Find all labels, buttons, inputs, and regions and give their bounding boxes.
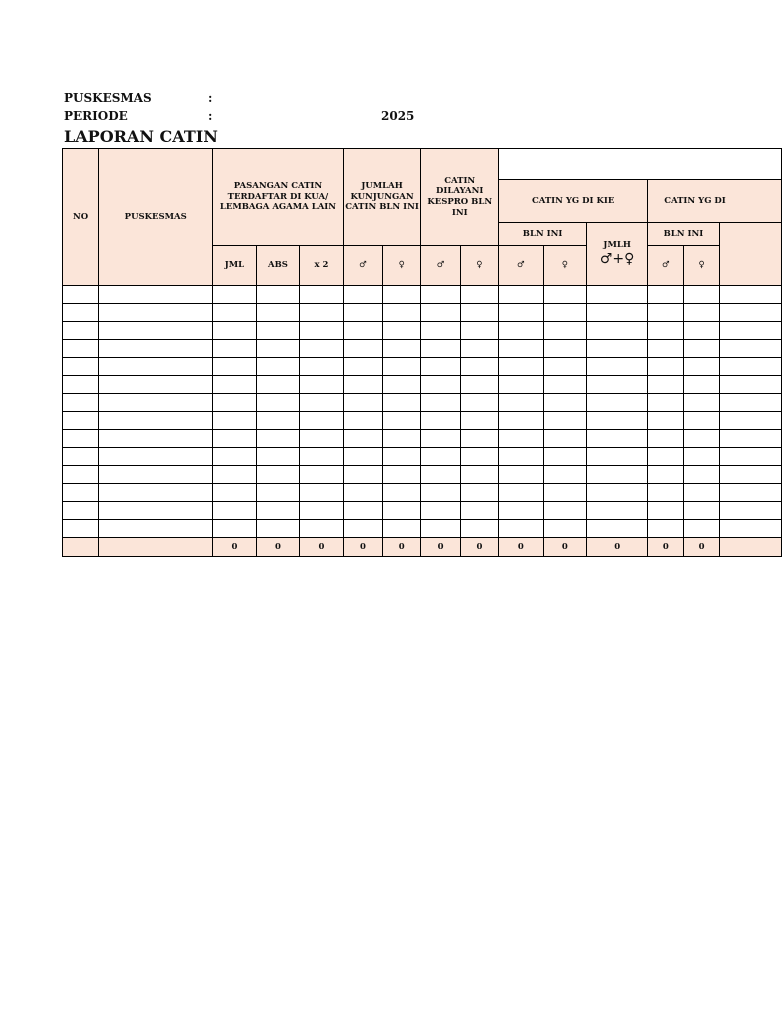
table-cell[interactable] bbox=[684, 448, 719, 466]
table-cell[interactable] bbox=[648, 484, 684, 502]
table-cell[interactable] bbox=[256, 286, 300, 304]
table-cell[interactable] bbox=[460, 466, 498, 484]
table-cell[interactable] bbox=[99, 520, 213, 538]
table-cell[interactable] bbox=[421, 448, 460, 466]
male-icon: ♂ bbox=[648, 246, 684, 286]
header-group-blank bbox=[499, 149, 782, 180]
table-cell[interactable] bbox=[460, 520, 498, 538]
table-cell[interactable] bbox=[499, 340, 544, 358]
table-cell[interactable] bbox=[99, 484, 213, 502]
total-cell: 0 bbox=[684, 538, 719, 557]
table-cell[interactable] bbox=[256, 340, 300, 358]
table-cell[interactable] bbox=[684, 466, 719, 484]
table-cell[interactable] bbox=[460, 286, 498, 304]
male-icon: ♂ bbox=[421, 246, 460, 286]
table-cell[interactable] bbox=[587, 358, 648, 376]
table-cell[interactable] bbox=[543, 484, 587, 502]
table-cell[interactable] bbox=[719, 412, 781, 430]
table-cell[interactable] bbox=[99, 376, 213, 394]
table-cell[interactable] bbox=[499, 430, 544, 448]
table-cell[interactable] bbox=[421, 376, 460, 394]
table-cell[interactable] bbox=[587, 466, 648, 484]
table-row bbox=[63, 358, 782, 376]
table-cell[interactable] bbox=[719, 286, 781, 304]
table-cell[interactable] bbox=[63, 358, 99, 376]
table-cell[interactable] bbox=[684, 502, 719, 520]
table-cell[interactable] bbox=[719, 376, 781, 394]
table-cell[interactable] bbox=[499, 376, 544, 394]
table-cell[interactable] bbox=[499, 520, 544, 538]
table-cell[interactable] bbox=[460, 484, 498, 502]
periode-colon: : bbox=[208, 109, 213, 123]
table-cell[interactable] bbox=[648, 322, 684, 340]
table-row bbox=[63, 448, 782, 466]
table-cell[interactable] bbox=[421, 286, 460, 304]
table-cell[interactable] bbox=[719, 430, 781, 448]
table-cell[interactable] bbox=[63, 394, 99, 412]
report-table-container bbox=[62, 148, 726, 568]
header-no: NO bbox=[63, 149, 99, 286]
male-icon: ♂ bbox=[499, 246, 544, 286]
table-cell[interactable] bbox=[543, 466, 587, 484]
table-cell[interactable] bbox=[343, 358, 382, 376]
table-cell[interactable] bbox=[300, 412, 344, 430]
puskesmas-colon: : bbox=[208, 91, 213, 105]
table-cell[interactable] bbox=[300, 520, 344, 538]
table-cell[interactable] bbox=[63, 286, 99, 304]
table-cell[interactable] bbox=[213, 466, 257, 484]
table-cell[interactable] bbox=[421, 484, 460, 502]
table-cell[interactable] bbox=[421, 394, 460, 412]
table-cell[interactable] bbox=[543, 394, 587, 412]
table-cell[interactable] bbox=[587, 286, 648, 304]
table-cell[interactable] bbox=[648, 340, 684, 358]
puskesmas-label: PUSKESMAS bbox=[64, 91, 152, 105]
total-cell: 0 bbox=[460, 538, 498, 557]
table-cell[interactable] bbox=[648, 466, 684, 484]
table-row bbox=[63, 430, 782, 448]
table-cell[interactable] bbox=[543, 286, 587, 304]
table-cell[interactable] bbox=[460, 376, 498, 394]
data-rows bbox=[63, 286, 782, 538]
subheader-abs: ABS bbox=[256, 246, 300, 286]
table-cell[interactable] bbox=[63, 340, 99, 358]
table-cell[interactable] bbox=[499, 466, 544, 484]
table-cell[interactable] bbox=[256, 466, 300, 484]
table-cell[interactable] bbox=[648, 430, 684, 448]
table-cell[interactable] bbox=[383, 484, 421, 502]
female-icon: ♀ bbox=[383, 246, 421, 286]
table-cell[interactable] bbox=[499, 448, 544, 466]
table-cell[interactable] bbox=[684, 520, 719, 538]
header-catin-next: CATIN YG DI bbox=[648, 180, 782, 223]
table-cell[interactable] bbox=[684, 484, 719, 502]
table-cell[interactable] bbox=[99, 448, 213, 466]
table-cell[interactable] bbox=[99, 286, 213, 304]
table-cell[interactable] bbox=[684, 430, 719, 448]
table-cell[interactable] bbox=[719, 394, 781, 412]
table-row bbox=[63, 412, 782, 430]
table-cell[interactable] bbox=[343, 394, 382, 412]
table-cell[interactable] bbox=[63, 466, 99, 484]
table-cell[interactable] bbox=[343, 466, 382, 484]
table-cell[interactable] bbox=[63, 484, 99, 502]
table-cell[interactable] bbox=[256, 520, 300, 538]
table-cell[interactable] bbox=[383, 304, 421, 322]
jmlh-label: JMLH bbox=[603, 239, 631, 250]
table-cell[interactable] bbox=[63, 322, 99, 340]
table-row bbox=[63, 484, 782, 502]
table-cell[interactable] bbox=[300, 340, 344, 358]
table-cell[interactable] bbox=[719, 466, 781, 484]
table-cell[interactable] bbox=[543, 340, 587, 358]
table-cell[interactable] bbox=[587, 520, 648, 538]
table-cell[interactable] bbox=[499, 412, 544, 430]
header-kie-jmlh bbox=[587, 223, 648, 286]
report-table bbox=[62, 148, 782, 557]
table-cell[interactable] bbox=[684, 286, 719, 304]
table-cell[interactable] bbox=[684, 322, 719, 340]
table-cell[interactable] bbox=[343, 304, 382, 322]
table-cell[interactable] bbox=[63, 448, 99, 466]
total-cell: 0 bbox=[300, 538, 344, 557]
table-cell[interactable] bbox=[343, 286, 382, 304]
table-cell[interactable] bbox=[256, 430, 300, 448]
table-cell[interactable] bbox=[383, 358, 421, 376]
table-cell[interactable] bbox=[421, 466, 460, 484]
total-cell: 0 bbox=[383, 538, 421, 557]
table-cell[interactable] bbox=[719, 340, 781, 358]
table-cell[interactable] bbox=[383, 394, 421, 412]
header-jumlah-kunjungan: JUMLAH KUNJUNGAN CATIN BLN INI bbox=[343, 149, 421, 246]
report-title: LAPORAN CATIN bbox=[64, 127, 218, 146]
table-cell[interactable] bbox=[213, 358, 257, 376]
table-cell[interactable] bbox=[719, 448, 781, 466]
table-cell[interactable] bbox=[343, 340, 382, 358]
table-cell[interactable] bbox=[99, 304, 213, 322]
table-cell[interactable] bbox=[383, 376, 421, 394]
table-cell[interactable] bbox=[421, 502, 460, 520]
table-cell[interactable] bbox=[648, 502, 684, 520]
table-cell[interactable] bbox=[499, 484, 544, 502]
table-cell[interactable] bbox=[421, 340, 460, 358]
table-cell[interactable] bbox=[383, 448, 421, 466]
total-cell: 0 bbox=[543, 538, 587, 557]
table-cell[interactable] bbox=[213, 448, 257, 466]
table-cell[interactable] bbox=[300, 430, 344, 448]
table-cell[interactable] bbox=[213, 520, 257, 538]
table-row bbox=[63, 376, 782, 394]
table-cell[interactable] bbox=[63, 502, 99, 520]
total-row bbox=[63, 538, 782, 557]
table-cell[interactable] bbox=[543, 412, 587, 430]
table-cell[interactable] bbox=[256, 448, 300, 466]
table-cell[interactable] bbox=[343, 412, 382, 430]
table-row bbox=[63, 520, 782, 538]
table-cell[interactable] bbox=[63, 376, 99, 394]
table-cell[interactable] bbox=[300, 304, 344, 322]
table-cell[interactable] bbox=[543, 520, 587, 538]
table-cell[interactable] bbox=[543, 322, 587, 340]
table-cell[interactable] bbox=[719, 484, 781, 502]
table-cell[interactable] bbox=[99, 358, 213, 376]
header-kie-bln-ini: BLN INI bbox=[499, 223, 587, 246]
total-cell: 0 bbox=[343, 538, 382, 557]
total-cell: 0 bbox=[213, 538, 257, 557]
table-cell[interactable] bbox=[99, 340, 213, 358]
table-cell[interactable] bbox=[213, 412, 257, 430]
table-cell[interactable] bbox=[421, 322, 460, 340]
male-plus-female-icon: ♂+♀ bbox=[599, 250, 635, 267]
total-no-cell bbox=[63, 538, 99, 557]
female-icon: ♀ bbox=[543, 246, 587, 286]
table-cell[interactable] bbox=[63, 304, 99, 322]
table-cell[interactable] bbox=[587, 376, 648, 394]
table-row bbox=[63, 286, 782, 304]
table-cell[interactable] bbox=[343, 376, 382, 394]
header-next-extra bbox=[719, 223, 781, 286]
table-cell[interactable] bbox=[499, 304, 544, 322]
table-cell[interactable] bbox=[719, 502, 781, 520]
female-icon: ♀ bbox=[460, 246, 498, 286]
header-catin-kespro: CATIN DILAYANI KESPRO BLN INI bbox=[421, 149, 499, 246]
table-cell[interactable] bbox=[300, 394, 344, 412]
female-icon: ♀ bbox=[684, 246, 719, 286]
table-cell[interactable] bbox=[383, 322, 421, 340]
table-cell[interactable] bbox=[300, 448, 344, 466]
table-cell[interactable] bbox=[213, 430, 257, 448]
table-cell[interactable] bbox=[460, 502, 498, 520]
table-cell[interactable] bbox=[460, 394, 498, 412]
subheader-jml: JML bbox=[213, 246, 257, 286]
table-cell[interactable] bbox=[684, 394, 719, 412]
table-cell[interactable] bbox=[460, 340, 498, 358]
table-cell[interactable] bbox=[99, 412, 213, 430]
table-cell[interactable] bbox=[499, 358, 544, 376]
table-cell[interactable] bbox=[383, 412, 421, 430]
table-cell[interactable] bbox=[300, 484, 344, 502]
table-cell[interactable] bbox=[543, 430, 587, 448]
table-cell[interactable] bbox=[719, 520, 781, 538]
table-cell[interactable] bbox=[300, 466, 344, 484]
table-cell[interactable] bbox=[99, 502, 213, 520]
table-cell[interactable] bbox=[421, 430, 460, 448]
table-cell[interactable] bbox=[99, 430, 213, 448]
table-cell[interactable] bbox=[460, 358, 498, 376]
table-cell[interactable] bbox=[383, 340, 421, 358]
table-cell[interactable] bbox=[256, 502, 300, 520]
table-cell[interactable] bbox=[383, 466, 421, 484]
table-row bbox=[63, 466, 782, 484]
table-cell[interactable] bbox=[256, 394, 300, 412]
table-cell[interactable] bbox=[63, 520, 99, 538]
table-cell[interactable] bbox=[684, 412, 719, 430]
table-cell[interactable] bbox=[543, 376, 587, 394]
table-cell[interactable] bbox=[300, 286, 344, 304]
total-cell: 0 bbox=[421, 538, 460, 557]
table-cell[interactable] bbox=[460, 322, 498, 340]
table-cell[interactable] bbox=[99, 394, 213, 412]
table-cell[interactable] bbox=[256, 484, 300, 502]
table-cell[interactable] bbox=[499, 502, 544, 520]
table-cell[interactable] bbox=[543, 304, 587, 322]
header-next-bln-ini: BLN INI bbox=[648, 223, 719, 246]
table-cell[interactable] bbox=[587, 430, 648, 448]
table-row bbox=[63, 502, 782, 520]
table-cell[interactable] bbox=[648, 394, 684, 412]
table-cell[interactable] bbox=[460, 430, 498, 448]
table-cell[interactable] bbox=[499, 286, 544, 304]
table-cell[interactable] bbox=[213, 304, 257, 322]
table-cell[interactable] bbox=[543, 502, 587, 520]
table-cell[interactable] bbox=[256, 376, 300, 394]
table-cell[interactable] bbox=[719, 358, 781, 376]
table-cell[interactable] bbox=[543, 358, 587, 376]
table-cell[interactable] bbox=[213, 286, 257, 304]
table-cell[interactable] bbox=[343, 484, 382, 502]
table-cell[interactable] bbox=[213, 376, 257, 394]
table-cell[interactable] bbox=[421, 304, 460, 322]
total-cell: 0 bbox=[648, 538, 684, 557]
table-cell[interactable] bbox=[421, 520, 460, 538]
table-cell[interactable] bbox=[343, 430, 382, 448]
table-cell[interactable] bbox=[383, 286, 421, 304]
table-cell[interactable] bbox=[256, 412, 300, 430]
table-cell[interactable] bbox=[499, 322, 544, 340]
table-cell[interactable] bbox=[648, 376, 684, 394]
table-cell[interactable] bbox=[587, 412, 648, 430]
male-icon: ♂ bbox=[343, 246, 382, 286]
table-cell[interactable] bbox=[256, 322, 300, 340]
table-cell[interactable] bbox=[684, 376, 719, 394]
table-cell[interactable] bbox=[543, 448, 587, 466]
table-cell[interactable] bbox=[587, 394, 648, 412]
table-cell[interactable] bbox=[648, 448, 684, 466]
table-cell[interactable] bbox=[587, 304, 648, 322]
table-cell[interactable] bbox=[213, 340, 257, 358]
table-cell[interactable] bbox=[300, 376, 344, 394]
table-cell[interactable] bbox=[256, 304, 300, 322]
total-cell bbox=[719, 538, 781, 557]
header-pasangan-catin: PASANGAN CATIN TERDAFTAR DI KUA/ LEMBAGA AGAMA LAIN bbox=[213, 149, 344, 246]
table-cell[interactable] bbox=[460, 304, 498, 322]
table-cell[interactable] bbox=[684, 358, 719, 376]
table-cell[interactable] bbox=[213, 322, 257, 340]
table-cell[interactable] bbox=[719, 304, 781, 322]
table-cell[interactable] bbox=[343, 502, 382, 520]
total-cell: 0 bbox=[256, 538, 300, 557]
table-cell[interactable] bbox=[213, 502, 257, 520]
header-puskesmas: PUSKESMAS bbox=[99, 149, 213, 286]
table-row bbox=[63, 304, 782, 322]
subheader-x2: x 2 bbox=[300, 246, 344, 286]
table-cell[interactable] bbox=[343, 448, 382, 466]
table-cell[interactable] bbox=[99, 466, 213, 484]
header-catin-kie: CATIN YG DI KIE bbox=[499, 180, 648, 223]
table-cell[interactable] bbox=[383, 502, 421, 520]
table-cell[interactable] bbox=[648, 520, 684, 538]
table-cell[interactable] bbox=[684, 304, 719, 322]
table-cell[interactable] bbox=[648, 286, 684, 304]
table-cell[interactable] bbox=[300, 322, 344, 340]
table-cell[interactable] bbox=[421, 412, 460, 430]
table-cell[interactable] bbox=[300, 358, 344, 376]
table-cell[interactable] bbox=[256, 358, 300, 376]
table-cell[interactable] bbox=[213, 394, 257, 412]
table-row bbox=[63, 340, 782, 358]
table-row bbox=[63, 394, 782, 412]
table-cell[interactable] bbox=[213, 484, 257, 502]
period-year: 2025 bbox=[381, 109, 415, 123]
table-cell[interactable] bbox=[421, 358, 460, 376]
table-cell[interactable] bbox=[343, 322, 382, 340]
table-cell[interactable] bbox=[499, 394, 544, 412]
total-cell: 0 bbox=[499, 538, 544, 557]
table-cell[interactable] bbox=[99, 322, 213, 340]
table-cell[interactable] bbox=[587, 322, 648, 340]
total-cell: 0 bbox=[587, 538, 648, 557]
table-cell[interactable] bbox=[587, 340, 648, 358]
table-cell[interactable] bbox=[383, 520, 421, 538]
table-cell[interactable] bbox=[648, 412, 684, 430]
table-cell[interactable] bbox=[343, 520, 382, 538]
table-cell[interactable] bbox=[587, 484, 648, 502]
table-cell[interactable] bbox=[63, 412, 99, 430]
table-cell[interactable] bbox=[587, 448, 648, 466]
table-row bbox=[63, 322, 782, 340]
table-cell[interactable] bbox=[383, 430, 421, 448]
table-cell[interactable] bbox=[460, 448, 498, 466]
periode-label: PERIODE bbox=[64, 109, 128, 123]
table-cell[interactable] bbox=[460, 412, 498, 430]
table-cell[interactable] bbox=[648, 304, 684, 322]
table-cell[interactable] bbox=[684, 340, 719, 358]
table-cell[interactable] bbox=[300, 502, 344, 520]
table-cell[interactable] bbox=[63, 430, 99, 448]
total-puskesmas-cell bbox=[99, 538, 213, 557]
table-cell[interactable] bbox=[648, 358, 684, 376]
table-cell[interactable] bbox=[587, 502, 648, 520]
table-cell[interactable] bbox=[719, 322, 781, 340]
